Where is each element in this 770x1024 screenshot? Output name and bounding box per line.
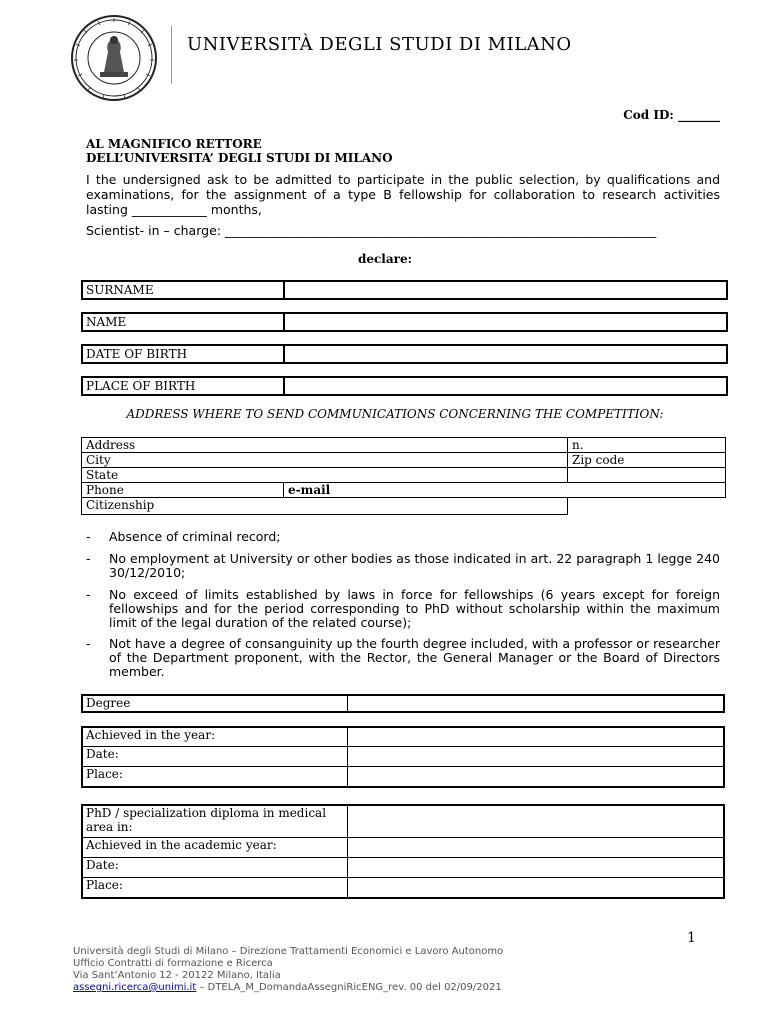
addressee (86, 137, 393, 165)
university-name: UNIVERSITÀ DEGLI STUDI DI MILANO (187, 34, 572, 55)
declaration-item (86, 637, 720, 679)
footer-line-1: Università degli Studi di Milano – Direzione Trattamenti Economici e Lavoro Autonomo (73, 946, 504, 957)
field-divider (283, 346, 285, 362)
state-cell[interactable]: State (81, 467, 568, 483)
phd-place-label: Place: (83, 878, 348, 897)
address-cell[interactable]: Address (81, 437, 568, 453)
communication-address-heading: ADDRESS WHERE TO SEND COMMUNICATIONS CONCERNING THE COMPETITION: (126, 407, 664, 421)
declaration-item (86, 588, 720, 630)
degree-table (81, 694, 725, 713)
list-dash: - (86, 636, 91, 651)
academic-year-row[interactable] (83, 837, 723, 857)
declaration-item (86, 552, 720, 580)
footer-doc-ref: – DTELA_M_DomandaAssegniRicENG_rev. 00 del 02/09/2021 (196, 982, 502, 993)
surname-row[interactable] (81, 280, 728, 300)
footer-email-link[interactable]: assegni.ricerca@unimi.it (73, 982, 197, 993)
degree-label: Degree (83, 696, 348, 711)
footer-line-3: Via Sant’Antonio 12 - 20122 Milano, Italia (73, 970, 281, 981)
list-dash: - (86, 587, 91, 602)
cod-id: Cod ID: _______ (623, 108, 720, 122)
field-divider (283, 378, 285, 394)
university-seal-logo (70, 14, 158, 102)
header-divider (171, 26, 172, 84)
addressee-line-1: AL MAGNIFICO RETTORE (86, 137, 262, 151)
zip-code-cell[interactable]: Zip code (567, 452, 726, 468)
date-of-birth-label: DATE OF BIRTH (86, 347, 188, 361)
place-of-birth-label: PLACE OF BIRTH (86, 379, 196, 393)
intro-paragraph: I the undersigned ask to be admitted to participate in the public selection, by qualifications and examinations, for the assignment of a type B fellowship for collaboration to research activities lasting ____________ months, (86, 172, 720, 217)
phd-table (81, 804, 725, 899)
achieved-year-label: Achieved in the year: (83, 728, 348, 746)
declare-heading: declare: (357, 252, 413, 266)
date-of-birth-row[interactable] (81, 344, 728, 364)
state-extra-cell[interactable] (567, 467, 726, 483)
footer-line-4 (73, 982, 503, 994)
degree-row[interactable] (83, 696, 723, 711)
declaration-text: Absence of criminal record; (109, 529, 281, 544)
citizenship-cell[interactable]: Citizenship (81, 497, 568, 515)
field-divider (283, 314, 285, 330)
name-row[interactable] (81, 312, 728, 332)
email-cell[interactable]: e-mail (283, 482, 726, 498)
academic-year-label: Achieved in the academic year: (83, 838, 348, 857)
phd-date-label: Date: (83, 858, 348, 877)
achieved-year-row[interactable] (83, 728, 723, 746)
name-label: NAME (86, 315, 127, 329)
place-of-birth-row[interactable] (81, 376, 728, 396)
number-cell[interactable]: n. (567, 437, 726, 453)
declaration-text: No employment at University or other bodies as those indicated in art. 22 paragraph 1 legge 240 30/12/2010; (109, 551, 720, 580)
declaration-text: No exceed of limits established by laws in force for fellowships (6 years except for foreign fellowships and for the period corresponding to PhD without scholarship within the maximum limit of the legal duration of the related course); (109, 587, 720, 630)
phd-diploma-label: PhD / specialization diploma in medical area in: (83, 806, 348, 837)
page-number: 1 (687, 930, 696, 946)
phd-date-row[interactable] (83, 857, 723, 877)
degree-place-row[interactable] (83, 766, 723, 786)
addressee-line-2: DELL’UNIVERSITA’ DEGLI STUDI DI MILANO (86, 151, 393, 165)
scientist-in-charge-line[interactable]: Scientist- in – charge: _____________________________________________________________________ (86, 223, 657, 238)
footer (73, 946, 503, 994)
declaration-item (86, 530, 720, 544)
list-dash: - (86, 551, 91, 566)
degree-date-row[interactable] (83, 746, 723, 766)
list-dash: - (86, 529, 91, 544)
phone-cell[interactable]: Phone (81, 482, 284, 498)
surname-label: SURNAME (86, 283, 154, 297)
phd-place-row[interactable] (83, 877, 723, 897)
footer-line-2: Ufficio Contratti di formazione e Ricerca (73, 958, 273, 969)
degree-details-table (81, 726, 725, 788)
field-divider (283, 282, 285, 298)
degree-place-label: Place: (83, 767, 348, 786)
city-cell[interactable]: City (81, 452, 568, 468)
phd-diploma-row[interactable] (83, 806, 723, 837)
degree-date-label: Date: (83, 747, 348, 766)
declaration-text: Not have a degree of consanguinity up the fourth degree included, with a professor or researcher of the Department proponent, with the Rector, the General Manager or the Board of Directors member. (109, 636, 720, 679)
